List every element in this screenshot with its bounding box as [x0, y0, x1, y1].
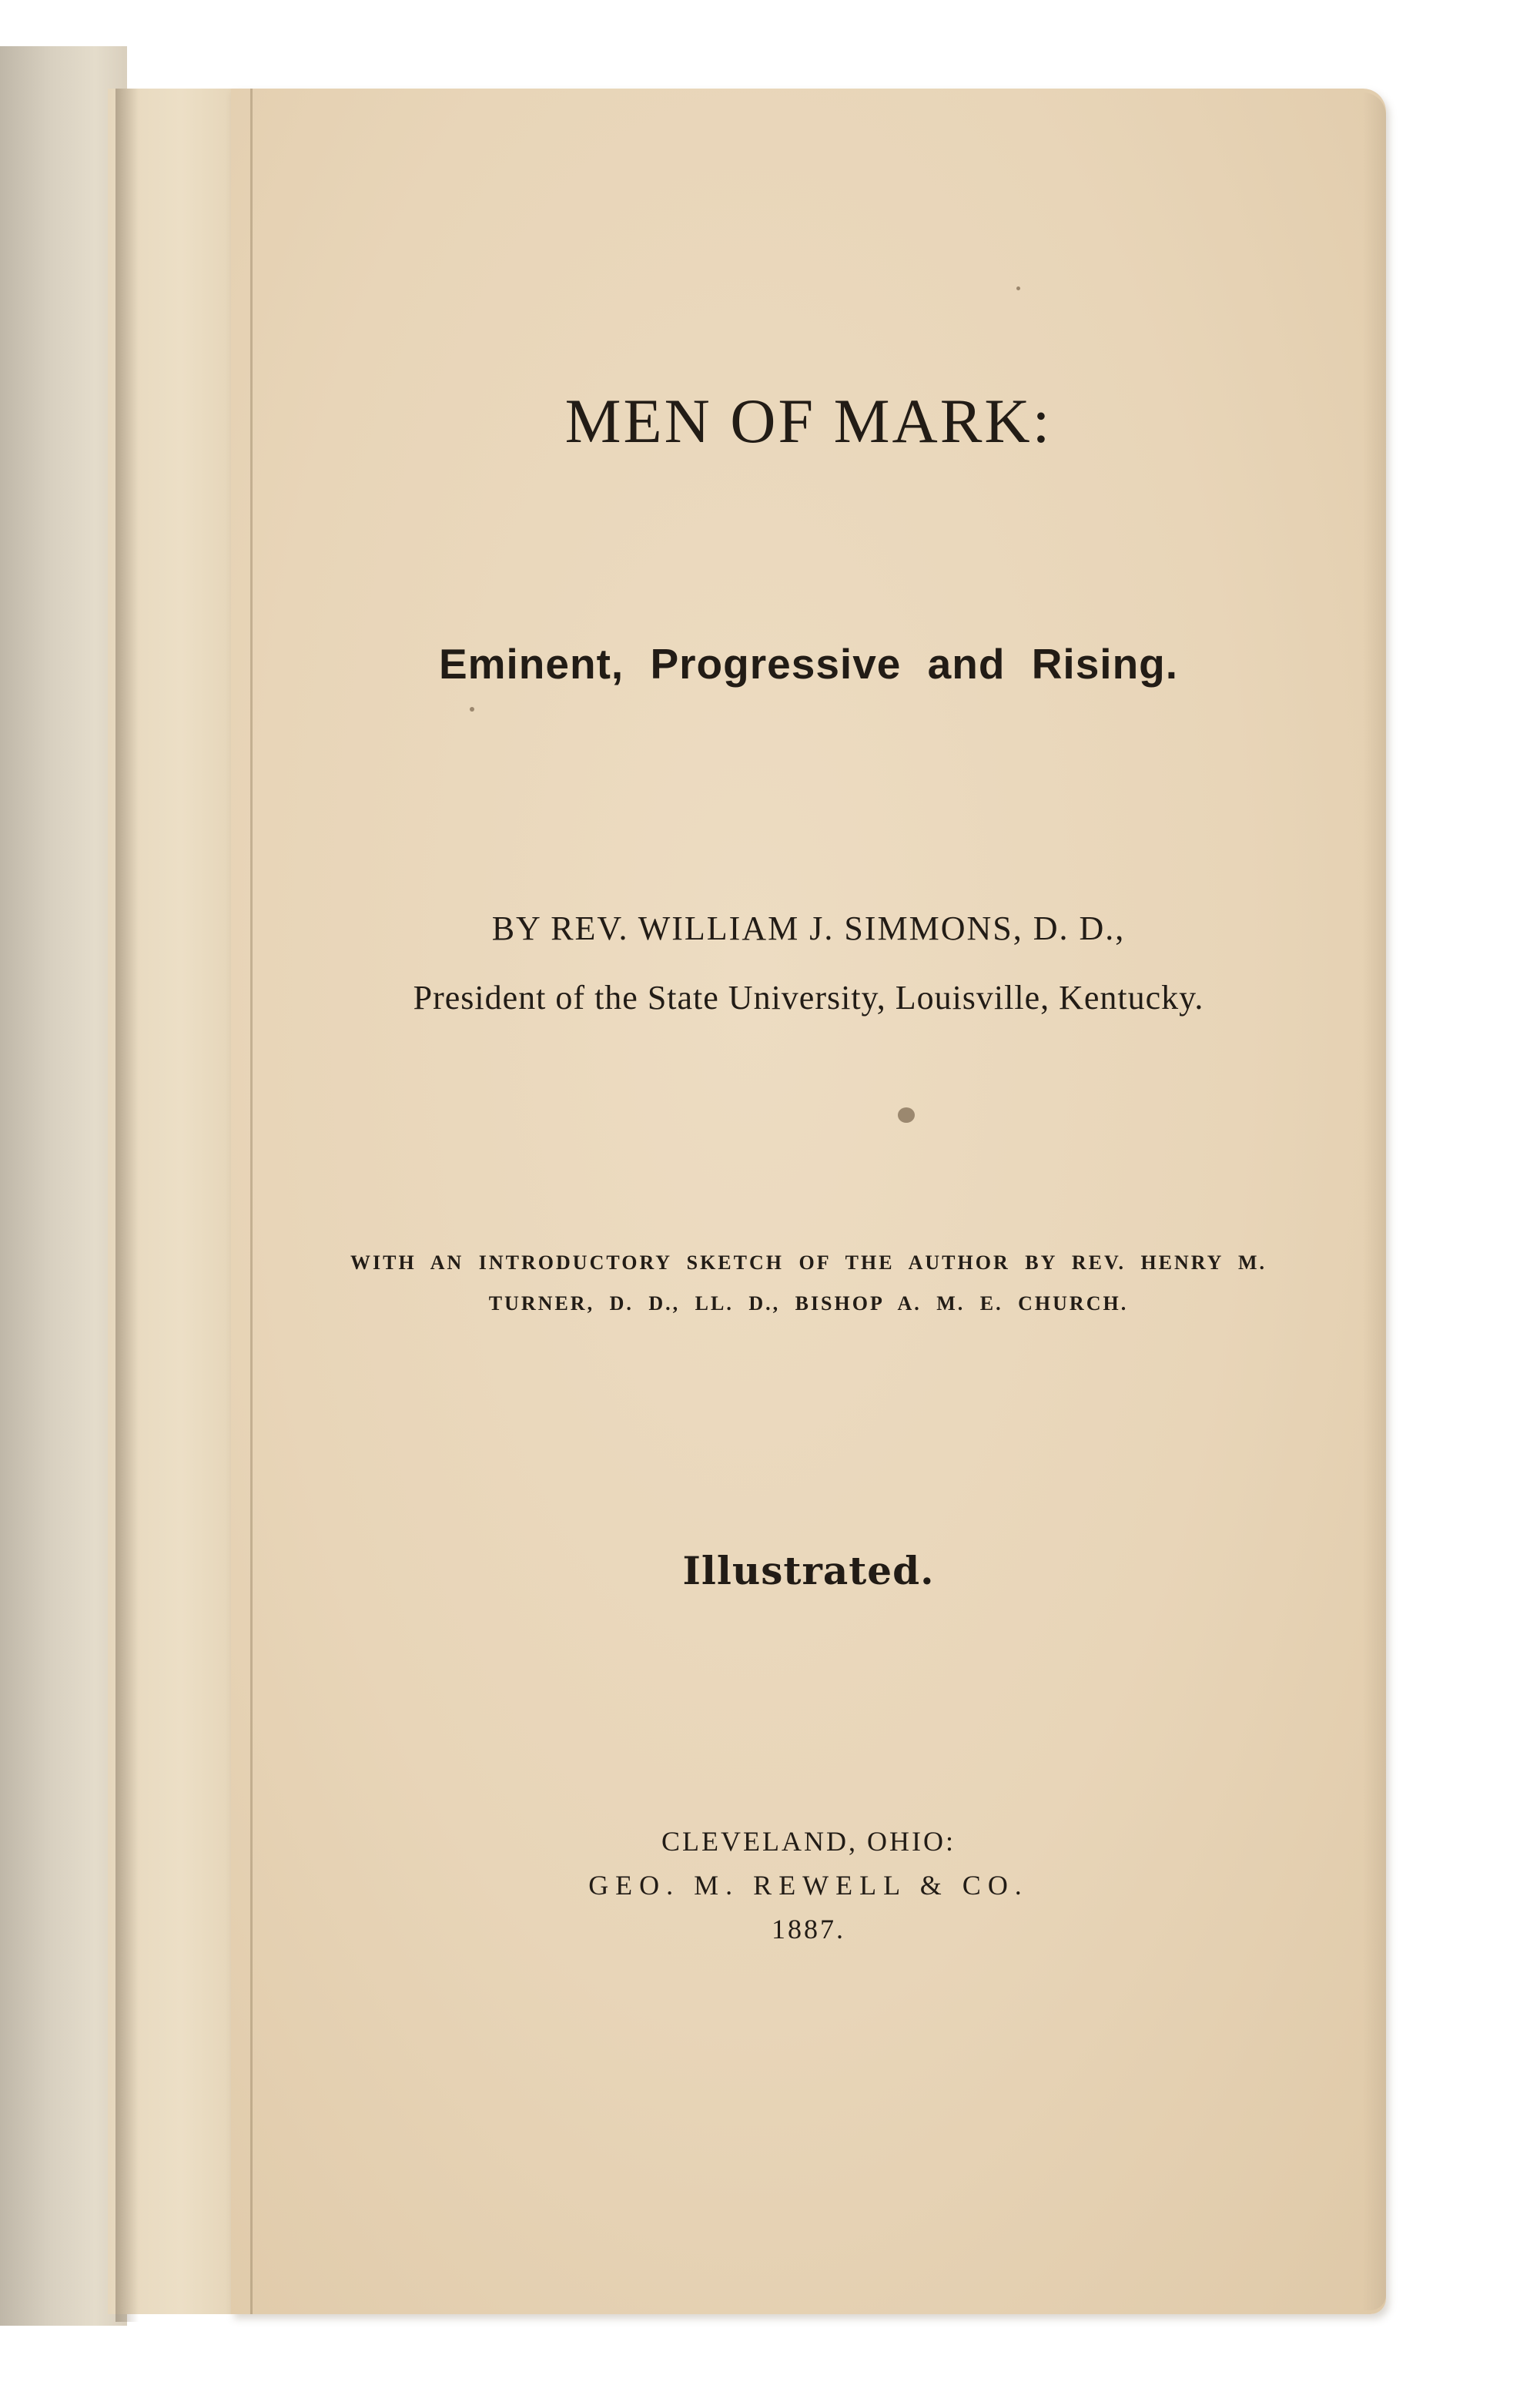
author-role: President of the State University, Louisville, Kentucky. — [413, 979, 1204, 1017]
author-line: BY REV. WILLIAM J. SIMMONS, D. D., — [491, 909, 1126, 947]
paper-speck — [898, 1107, 915, 1123]
publication-year: 1887. — [772, 1914, 845, 1945]
book-subtitle: Eminent, Progressive and Rising. — [438, 640, 1179, 688]
gutter-shadow — [116, 89, 139, 2322]
intro-line-2: TURNER, D. D., LL. D., BISHOP A. M. E. CHURCH. — [488, 1292, 1129, 1315]
publication-place: CLEVELAND, OHIO: — [661, 1826, 956, 1857]
paper-speck — [470, 707, 474, 712]
paper-speck — [1016, 286, 1020, 290]
illustrated-label: Illustrated. — [682, 1548, 935, 1593]
book-title: MEN OF MARK: — [564, 386, 1053, 456]
intro-line-1: WITH AN INTRODUCTORY SKETCH OF THE AUTHOR BY REV. HENRY M. — [350, 1251, 1267, 1274]
publisher-name: GEO. M. REWELL & CO. — [588, 1870, 1029, 1901]
